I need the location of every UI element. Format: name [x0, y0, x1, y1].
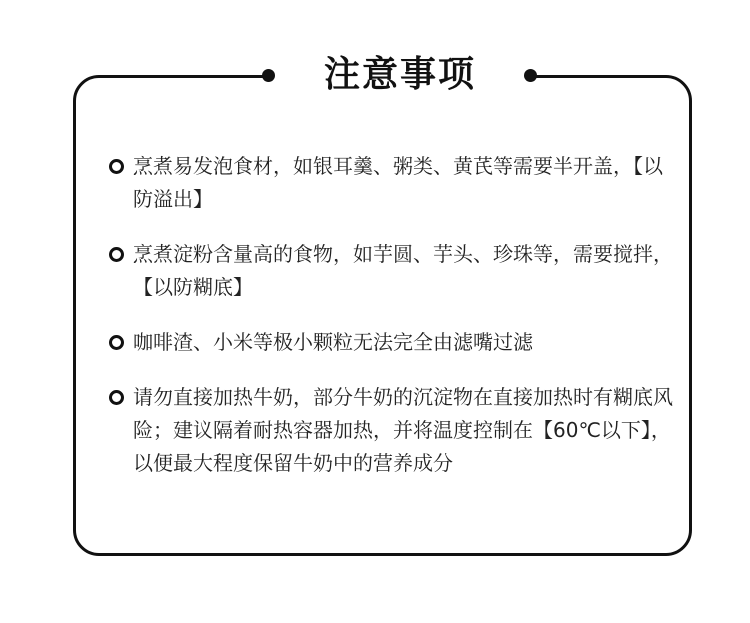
notice-title: 注意事项	[323, 54, 476, 95]
ring-bullet-icon	[109, 390, 124, 405]
ring-bullet-icon	[109, 247, 124, 262]
note-item-2	[107, 238, 679, 304]
note-text: 烹煮淀粉含量高的食物，如芋圆、芋头、珍珠等，需要搅拌，【以防糊底】	[133, 242, 673, 299]
ring-bullet-icon	[109, 335, 124, 350]
note-item-4	[107, 381, 679, 480]
note-item-1	[107, 150, 679, 216]
ring-bullet-icon	[109, 159, 124, 174]
note-text: 烹煮易发泡食材，如银耳羹、粥类、黄芪等需要半开盖，【以防溢出】	[133, 154, 663, 211]
note-text: 咖啡渣、小米等极小颗粒无法完全由滤嘴过滤	[133, 330, 533, 354]
note-item-3	[107, 326, 679, 359]
note-text: 请勿直接加热牛奶，部分牛奶的沉淀物在直接加热时有糊底风险；建议隔着耐热容器加热，并将温度控制在【60℃以下】，以便最大程度保留牛奶中的营养成分	[133, 385, 673, 475]
notes-list	[107, 150, 679, 480]
